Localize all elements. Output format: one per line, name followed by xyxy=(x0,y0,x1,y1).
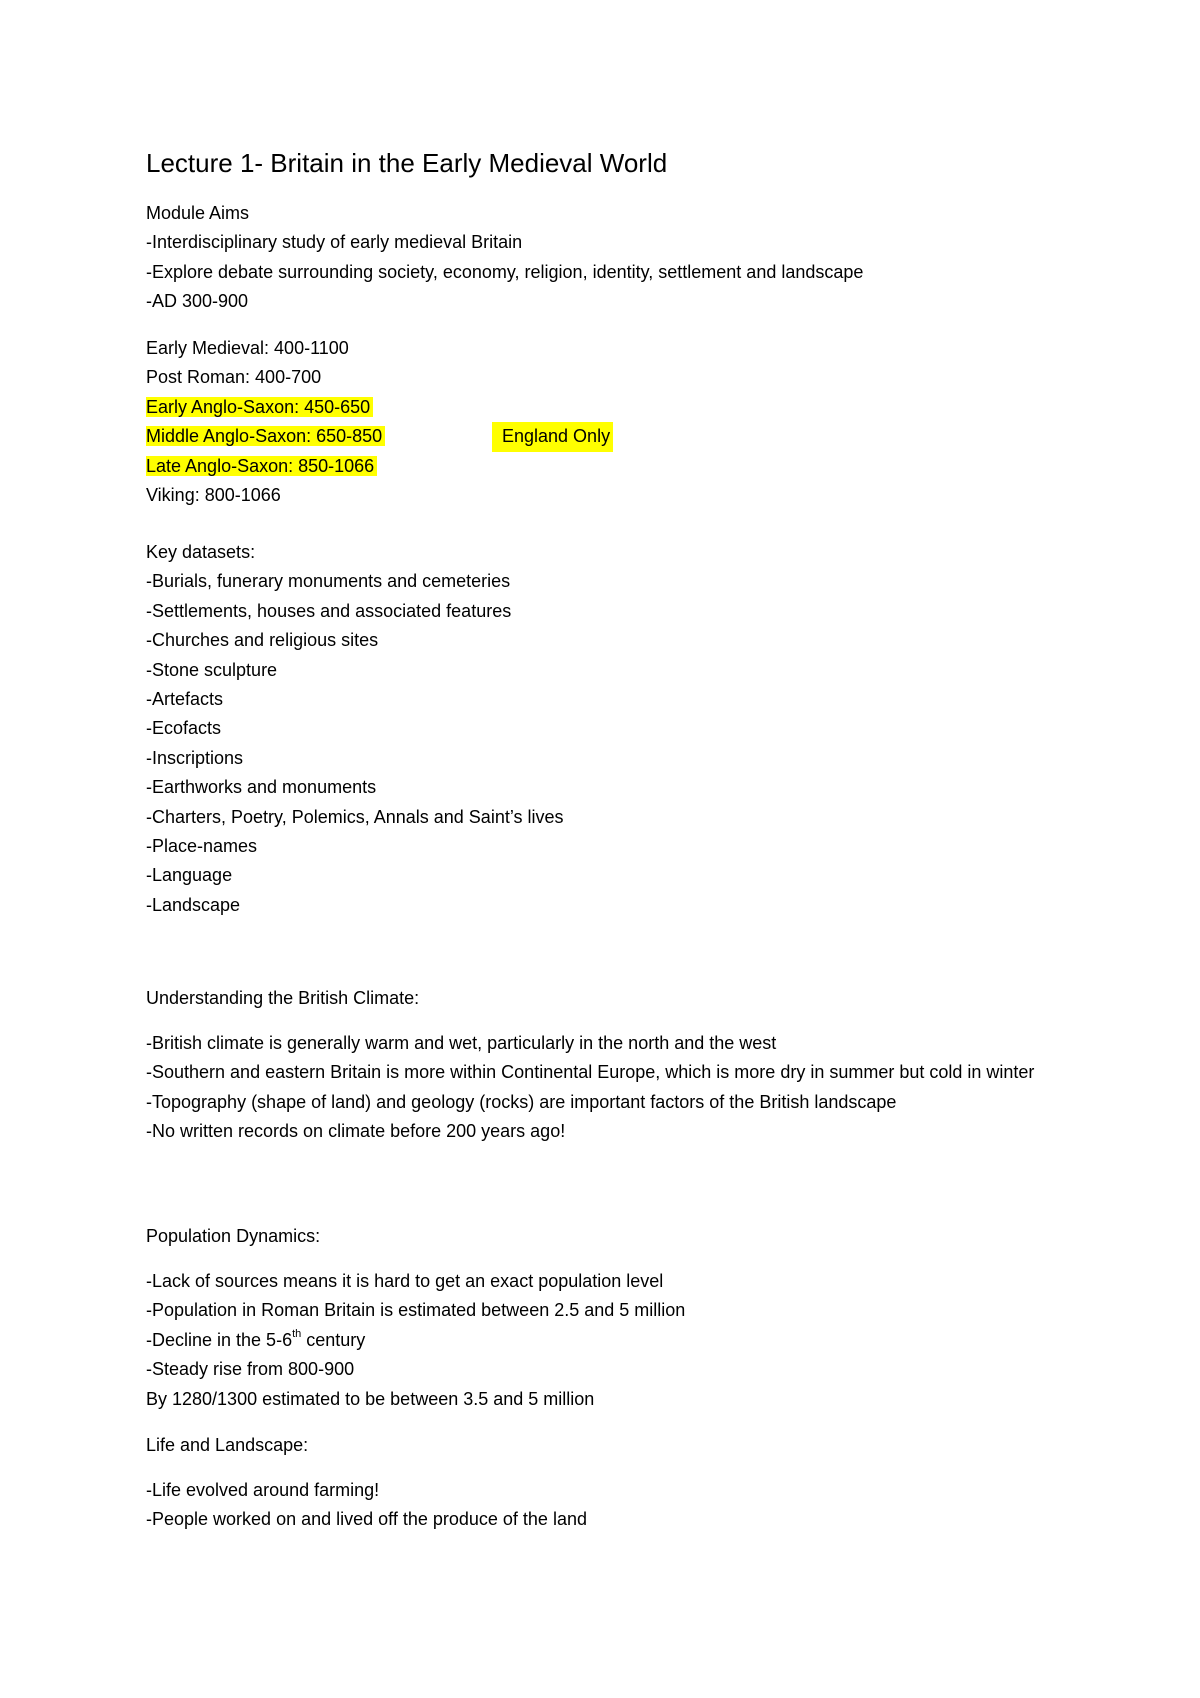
population-item: -Steady rise from 800-900 xyxy=(146,1359,355,1380)
life-item: -People worked on and lived off the produce of the land xyxy=(146,1509,587,1530)
population-heading-block xyxy=(146,1222,320,1251)
climate-item: -Southern and eastern Britain is more within Continental Europe, which is more dry in summer but cold in winter xyxy=(146,1062,1035,1083)
period-early-medieval: Early Medieval: 400-1100 xyxy=(146,338,349,358)
dataset-item: -Language xyxy=(146,865,233,886)
module-aims-item: -Interdisciplinary study of early medieval Britain xyxy=(146,232,523,253)
periods-section xyxy=(146,334,611,510)
key-datasets-section xyxy=(146,538,564,920)
page-title: Lecture 1- Britain in the Early Medieval World xyxy=(146,148,668,178)
life-heading-block xyxy=(146,1431,308,1460)
dataset-item: -Settlements, houses and associated features xyxy=(146,600,512,621)
period-late-anglo-saxon: Late Anglo-Saxon: 850-1066 xyxy=(146,456,377,476)
dataset-item: -Stone sculpture xyxy=(146,659,278,680)
dataset-item: -Artefacts xyxy=(146,688,224,709)
life-item: -Life evolved around farming! xyxy=(146,1480,380,1500)
period-viking: Viking: 800-1066 xyxy=(146,484,281,505)
period-middle-anglo-saxon: Middle Anglo-Saxon: 650-850 xyxy=(146,426,385,446)
period-early-anglo-saxon: Early Anglo-Saxon: 450-650 xyxy=(146,397,373,417)
population-heading: Population Dynamics: xyxy=(146,1226,321,1246)
dataset-item: -Landscape xyxy=(146,894,241,915)
module-aims-item: -AD 300-900 xyxy=(146,291,249,312)
module-aims-heading: Module Aims xyxy=(146,203,250,223)
climate-section xyxy=(146,1029,1046,1147)
dataset-item: -Ecofacts xyxy=(146,718,222,739)
dataset-item: -Inscriptions xyxy=(146,747,244,768)
population-item: -Lack of sources means it is hard to get an exact population level xyxy=(146,1271,664,1291)
module-aims-section xyxy=(146,199,863,317)
population-item: -Population in Roman Britain is estimated between 2.5 and 5 million xyxy=(146,1300,686,1321)
period-post-roman: Post Roman: 400-700 xyxy=(146,367,322,388)
decline-text: -Decline in the 5-6 xyxy=(146,1329,293,1350)
dataset-item: -Charters, Poetry, Polemics, Annals and Saint’s lives xyxy=(146,806,564,827)
england-only-note: England Only xyxy=(492,422,613,451)
life-section xyxy=(146,1476,587,1535)
climate-item: -British climate is generally warm and wet, particularly in the north and the west xyxy=(146,1033,777,1053)
population-section xyxy=(146,1267,685,1414)
ordinal-suffix: th xyxy=(292,1327,302,1340)
climate-heading-block xyxy=(146,984,419,1013)
climate-heading: Understanding the British Climate: xyxy=(146,988,420,1008)
climate-item: -No written records on climate before 200 years ago! xyxy=(146,1121,566,1142)
dataset-item: -Burials, funerary monuments and cemeteries xyxy=(146,571,511,592)
decline-text-end: century xyxy=(301,1329,366,1350)
key-datasets-heading: Key datasets: xyxy=(146,542,256,562)
dataset-item: -Place-names xyxy=(146,835,258,856)
life-heading: Life and Landscape: xyxy=(146,1435,309,1455)
module-aims-item: -Explore debate surrounding society, economy, religion, identity, settlement and landscape xyxy=(146,261,864,282)
dataset-item: -Earthworks and monuments xyxy=(146,777,377,798)
population-item-decline xyxy=(146,1326,685,1355)
dataset-item: -Churches and religious sites xyxy=(146,630,379,651)
climate-item: -Topography (shape of land) and geology (rocks) are important factors of the British landscape xyxy=(146,1091,897,1112)
population-item: By 1280/1300 estimated to be between 3.5 and 5 million xyxy=(146,1388,595,1409)
